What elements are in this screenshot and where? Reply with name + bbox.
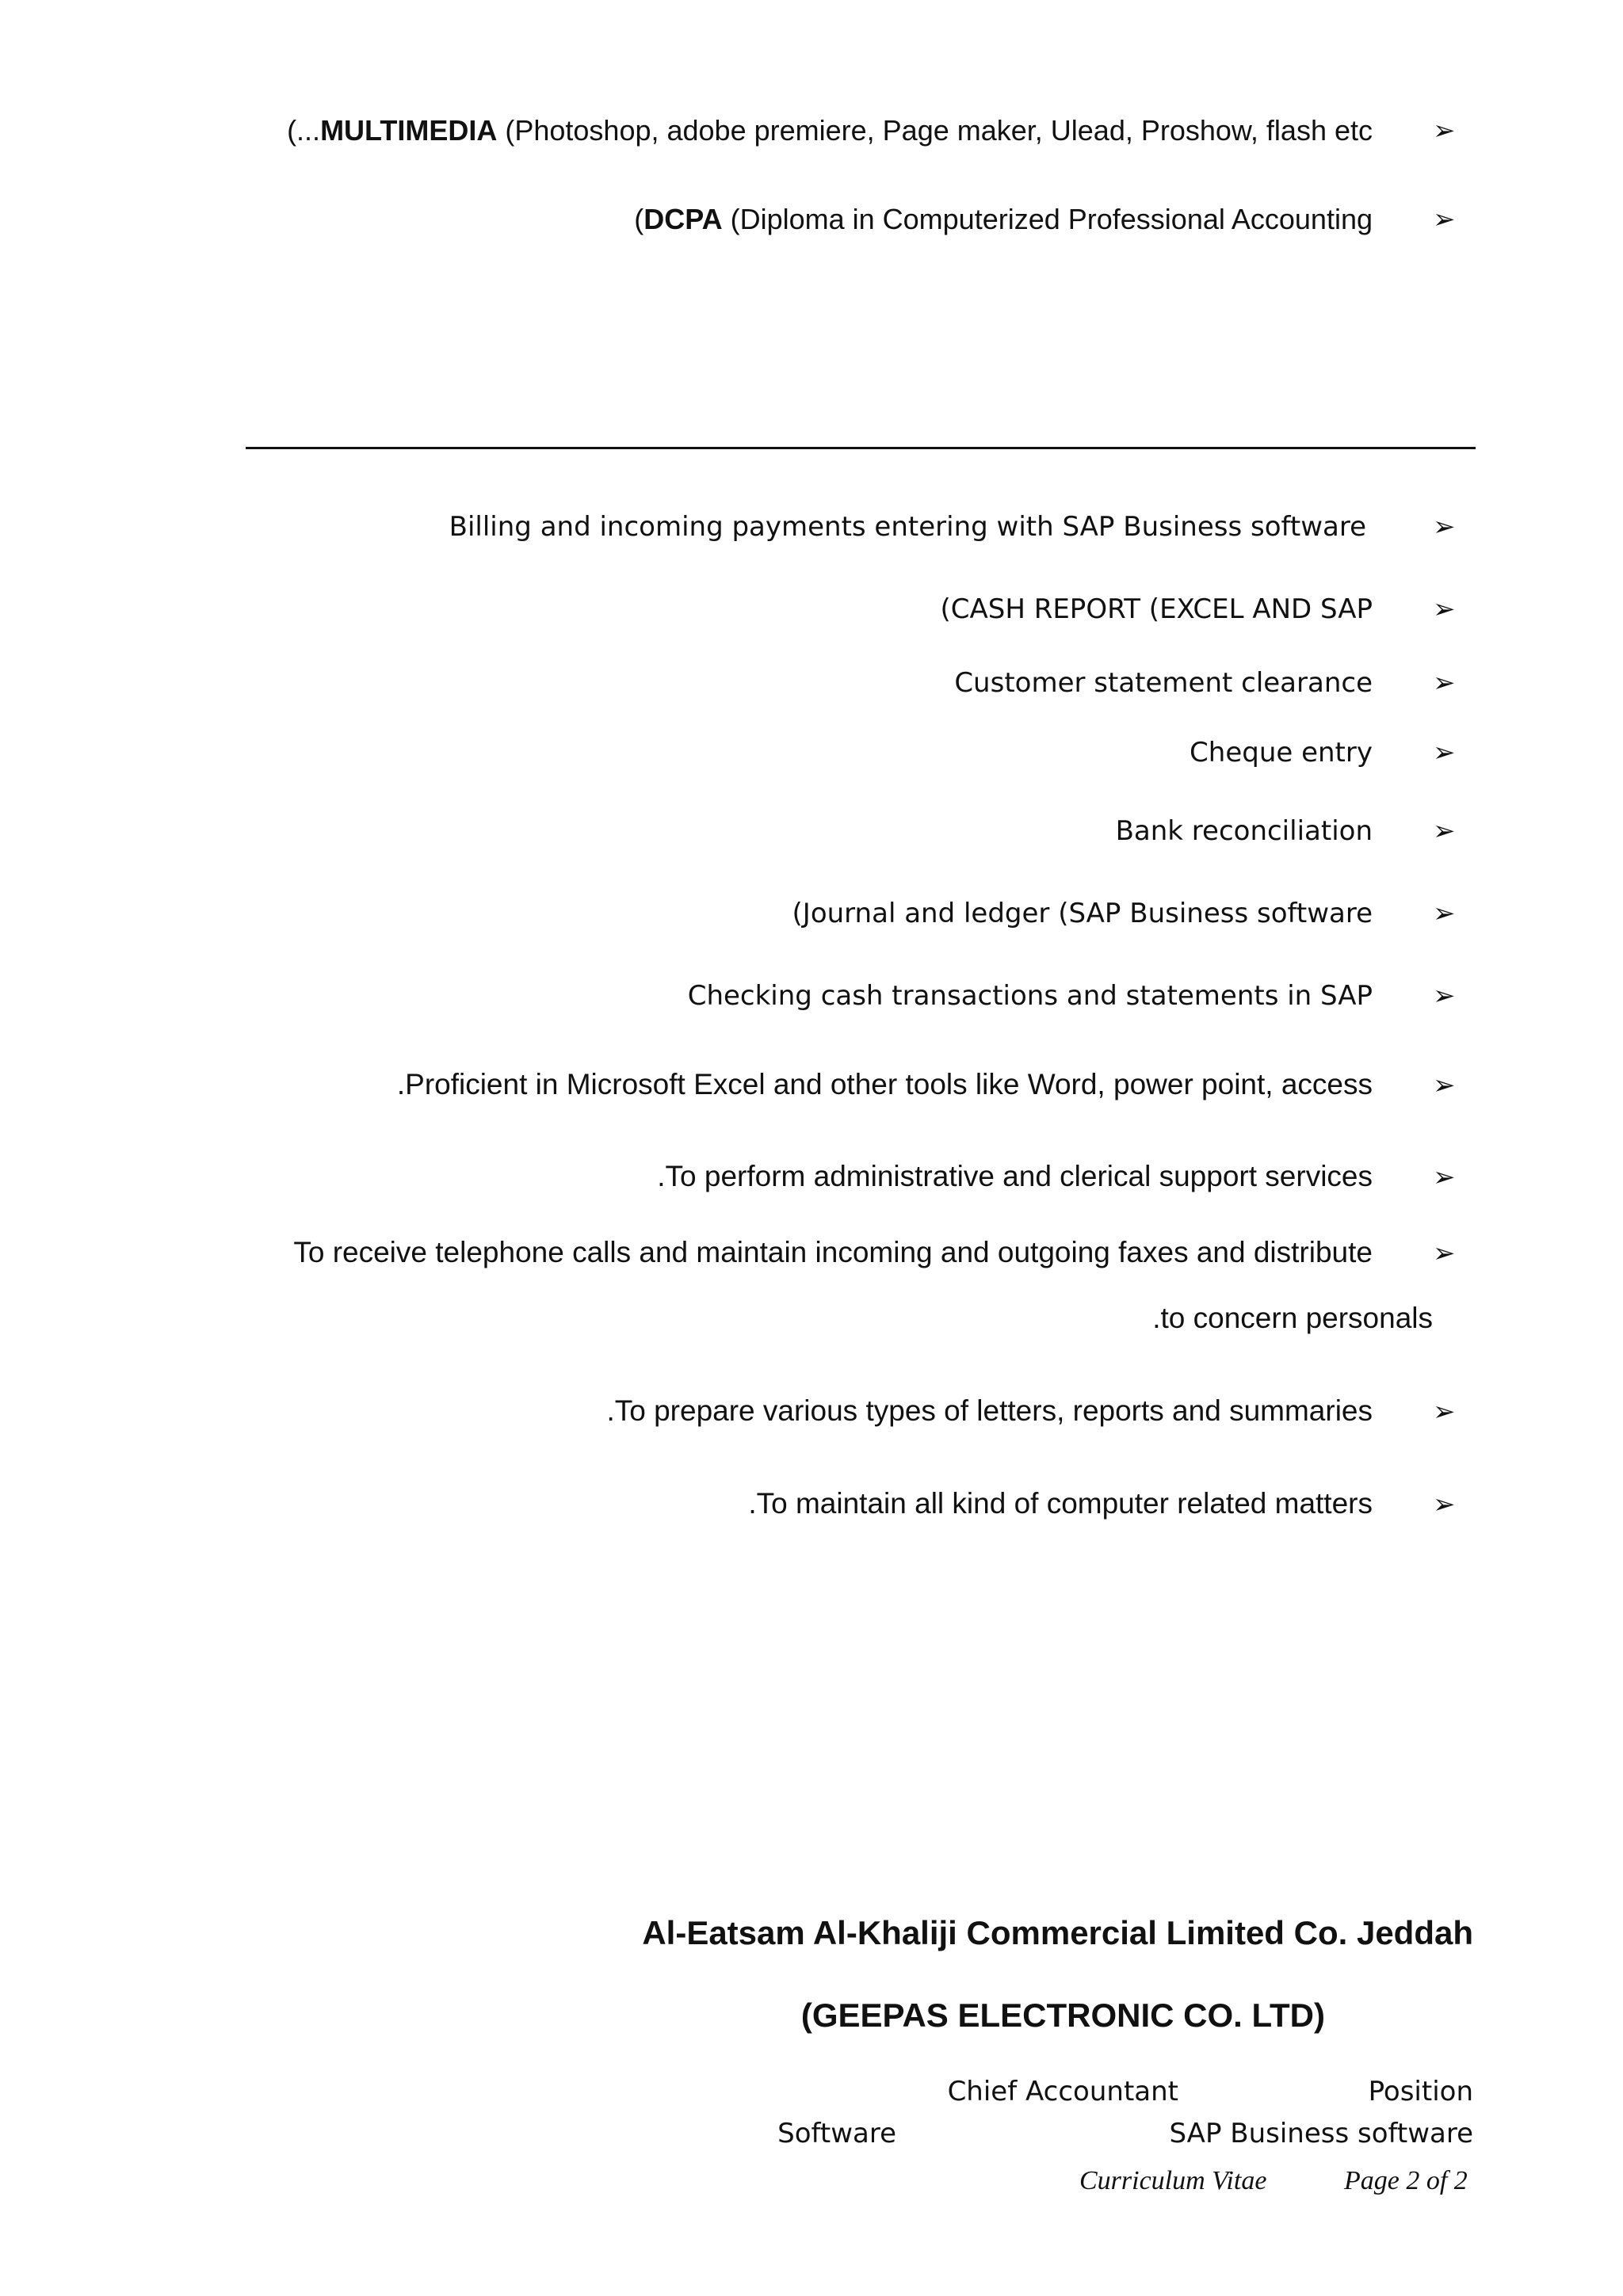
arrow-bullet-icon: ➢ [1433, 737, 1456, 769]
employer-name: Al-Eatsam Al-Khaliji Commercial Limited Co. Jeddah [642, 1914, 1473, 1951]
arrow-bullet-icon: ➢ [1433, 1396, 1456, 1428]
arrow-bullet-icon: ➢ [1433, 511, 1456, 543]
arrow-bullet-icon: ➢ [1433, 204, 1456, 235]
arrow-bullet-icon: ➢ [1433, 115, 1456, 147]
arrow-bullet-icon: ➢ [1433, 898, 1456, 929]
duty-item-continued: .to concern personals [1152, 1302, 1433, 1334]
duty-item: .Proficient in Microsoft Excel and other tools like Word, power point, access [396, 1068, 1373, 1100]
duty-item: .To prepare various types of letters, reports and summaries [606, 1394, 1373, 1427]
arrow-bullet-icon: ➢ [1433, 815, 1456, 847]
skill-detail: (Photoshop, adobe premiere, Page maker, Ulead, Proshow, flash etc [497, 114, 1373, 147]
duty-item: .To maintain all kind of computer related matters [748, 1487, 1373, 1520]
position-label: Position [1368, 2076, 1473, 2107]
skill-prefix: (... [287, 114, 321, 147]
duty-item: (CASH REPORT (EXCEL AND SAP [940, 593, 1373, 625]
duty-item: Bank reconciliation [1115, 815, 1373, 847]
software-value: SAP Business software [1169, 2118, 1473, 2149]
footer-doc-title: Curriculum Vitae [1079, 2166, 1267, 2195]
skill-multimedia [287, 114, 1373, 147]
duty-item: Cheque entry [1190, 737, 1373, 769]
skill-name: DCPA [643, 203, 723, 235]
duty-item: Customer statement clearance [954, 667, 1373, 699]
position-value: Chief Accountant [947, 2076, 1178, 2107]
duty-item: Checking cash transactions and statements in SAP [687, 980, 1373, 1012]
duty-item: (Journal and ledger (SAP Business software [792, 898, 1373, 929]
employer-brand: (GEEPAS ELECTRONIC CO. LTD) [800, 1997, 1325, 2034]
duty-item: .To perform administrative and clerical support services [657, 1160, 1373, 1192]
skill-prefix: ( [634, 203, 644, 235]
duty-item: To receive telephone calls and maintain incoming and outgoing faxes and distribute [293, 1236, 1373, 1268]
skill-detail: (Diploma in Computerized Professional Accounting [722, 203, 1373, 235]
arrow-bullet-icon: ➢ [1433, 667, 1456, 699]
arrow-bullet-icon: ➢ [1433, 1238, 1456, 1269]
arrow-bullet-icon: ➢ [1433, 593, 1456, 625]
skill-dcpa [634, 203, 1373, 236]
arrow-bullet-icon: ➢ [1433, 1161, 1456, 1193]
section-divider [246, 447, 1476, 449]
duty-item: Billing and incoming payments entering with SAP Business software [449, 511, 1366, 543]
arrow-bullet-icon: ➢ [1433, 980, 1456, 1012]
skill-name: MULTIMEDIA [320, 114, 498, 147]
software-label: Software [777, 2118, 896, 2149]
arrow-bullet-icon: ➢ [1433, 1070, 1456, 1101]
footer-page-number: Page 2 of 2 [1344, 2166, 1468, 2195]
arrow-bullet-icon: ➢ [1433, 1489, 1456, 1520]
